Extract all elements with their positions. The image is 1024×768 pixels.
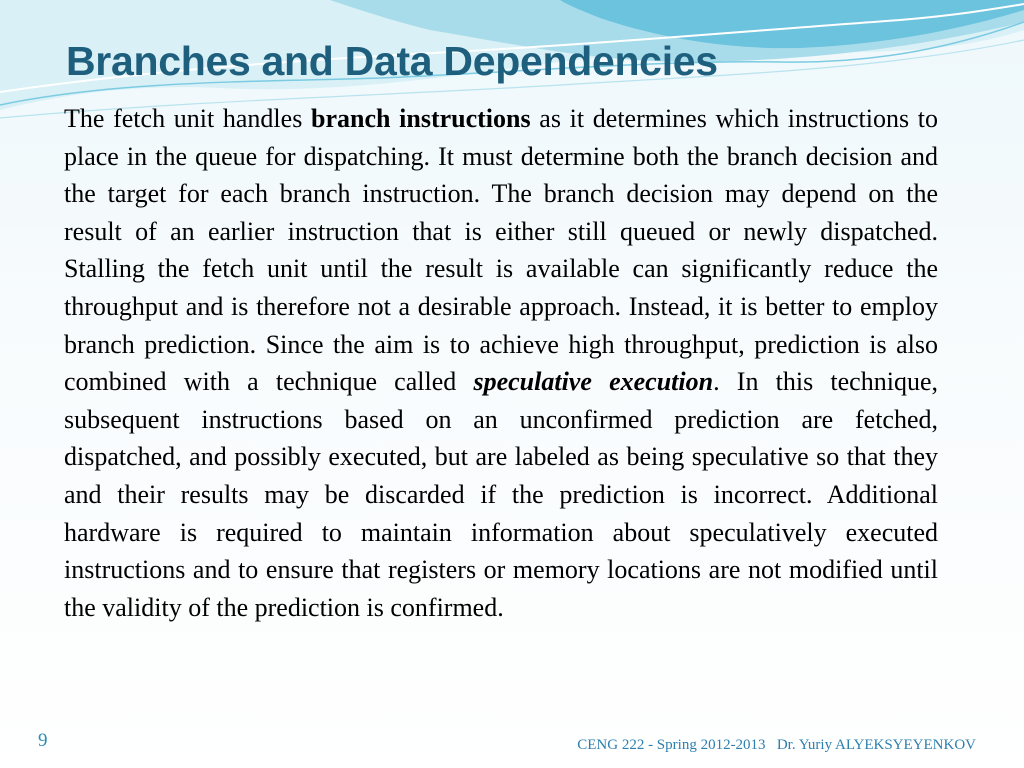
footer-author: Dr. Yuriy ALYEKSYEYENKOV xyxy=(776,737,976,753)
term-branch-instructions: branch instructions xyxy=(311,104,531,133)
text-run-3: . In this technique, subsequent instructions based on an unconfirmed prediction are fetched, dispatched, and possibly executed, but are labeled as being speculative so that they and their results may be discarded if the prediction is incorrect. Additional hardware is required to maintain information about speculatively executed instructions and to ensure that registers or memory locations are not modified until the validity of the prediction is confirmed. xyxy=(64,367,938,622)
page-number: 9 xyxy=(38,730,48,751)
footer-info xyxy=(577,737,976,754)
text-run-2: as it determines which instructions to place in the queue for dispatching. It must determine both the branch decision and the target for each branch instruction. The branch decision may depend on the result of an earlier instruction that is either still queued or newly dispatched. Stalling the fetch unit until the result is available can significantly reduce the throughput and is therefore not a desirable approach. Instead, it is better to employ branch prediction. Since the aim is to achieve high throughput, prediction is also combined with a technique called xyxy=(64,104,938,397)
text-run-1: The fetch unit handles xyxy=(64,104,311,133)
footer-separator xyxy=(766,737,777,753)
slide-title: Branches and Data Dependencies xyxy=(66,38,718,84)
body-paragraph xyxy=(64,100,938,626)
term-speculative-execution: speculative execution xyxy=(473,367,714,397)
footer-course: CENG 222 - Spring 2012-2013 xyxy=(577,737,766,753)
